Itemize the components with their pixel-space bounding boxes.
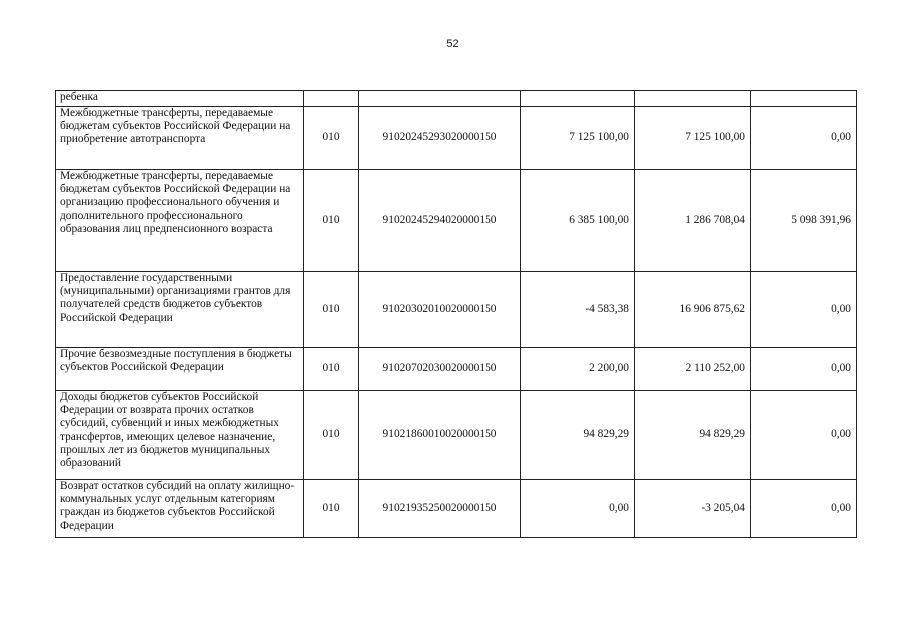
row-unexecuted: 0,00 xyxy=(751,391,857,480)
row-kbk: 91020245293020000150 xyxy=(359,107,521,170)
table-row xyxy=(56,480,857,538)
row-unexecuted: 0,00 xyxy=(751,107,857,170)
row-name: Прочие безвозмездные поступления в бюджеты субъектов Российской Федерации xyxy=(56,348,304,391)
row-executed: 2 110 252,00 xyxy=(635,348,751,391)
row-kbk: 91021935250020000150 xyxy=(359,480,521,538)
row-approved: 0,00 xyxy=(521,480,635,538)
row-approved xyxy=(521,91,635,107)
row-code: 010 xyxy=(304,391,359,480)
table-row xyxy=(56,107,857,170)
row-kbk xyxy=(359,91,521,107)
row-executed xyxy=(635,91,751,107)
row-executed: 16 906 875,62 xyxy=(635,272,751,348)
row-executed: 7 125 100,00 xyxy=(635,107,751,170)
row-kbk: 91020302010020000150 xyxy=(359,272,521,348)
row-name: Межбюджетные трансферты, передаваемые бюджетам субъектов Российской Федерации на организацию профессионального обучения и дополнительного профессионального образования лиц предпенсионного возраста xyxy=(56,170,304,272)
row-approved: 94 829,29 xyxy=(521,391,635,480)
row-executed: 94 829,29 xyxy=(635,391,751,480)
row-executed: 1 286 708,04 xyxy=(635,170,751,272)
row-unexecuted: 0,00 xyxy=(751,480,857,538)
row-code: 010 xyxy=(304,480,359,538)
row-code: 010 xyxy=(304,107,359,170)
row-code xyxy=(304,91,359,107)
row-approved: -4 583,38 xyxy=(521,272,635,348)
row-name: ребенка xyxy=(56,91,304,107)
row-executed: -3 205,04 xyxy=(635,480,751,538)
row-unexecuted: 0,00 xyxy=(751,348,857,391)
table-row xyxy=(56,91,857,107)
row-name: Доходы бюджетов субъектов Российской Федерации от возврата прочих остатков субсидий, субвенций и иных межбюджетных трансфертов, имеющих целевое назначение, прошлых лет из бюджетов муниципальных образований xyxy=(56,391,304,480)
row-unexecuted xyxy=(751,91,857,107)
table-row xyxy=(56,348,857,391)
row-approved: 2 200,00 xyxy=(521,348,635,391)
table-row xyxy=(56,391,857,480)
row-code: 010 xyxy=(304,348,359,391)
row-name: Возврат остатков субсидий на оплату жилищно-коммунальных услуг отдельным категориям граждан из бюджетов субъектов Российской Федерации xyxy=(56,480,304,538)
row-name: Предоставление государственными (муниципальными) организациями грантов для получателей средств бюджетов субъектов Российской Федерации xyxy=(56,272,304,348)
budget-table xyxy=(55,90,857,538)
page-number: 52 xyxy=(446,38,459,50)
row-kbk: 91021860010020000150 xyxy=(359,391,521,480)
row-approved: 6 385 100,00 xyxy=(521,170,635,272)
row-kbk: 91020702030020000150 xyxy=(359,348,521,391)
table-row xyxy=(56,272,857,348)
row-approved: 7 125 100,00 xyxy=(521,107,635,170)
table-row xyxy=(56,170,857,272)
row-name: Межбюджетные трансферты, передаваемые бюджетам субъектов Российской Федерации на приобретение автотранспорта xyxy=(56,107,304,170)
row-code: 010 xyxy=(304,272,359,348)
row-unexecuted: 0,00 xyxy=(751,272,857,348)
row-unexecuted: 5 098 391,96 xyxy=(751,170,857,272)
row-kbk: 91020245294020000150 xyxy=(359,170,521,272)
row-code: 010 xyxy=(304,170,359,272)
table-body xyxy=(56,91,857,538)
